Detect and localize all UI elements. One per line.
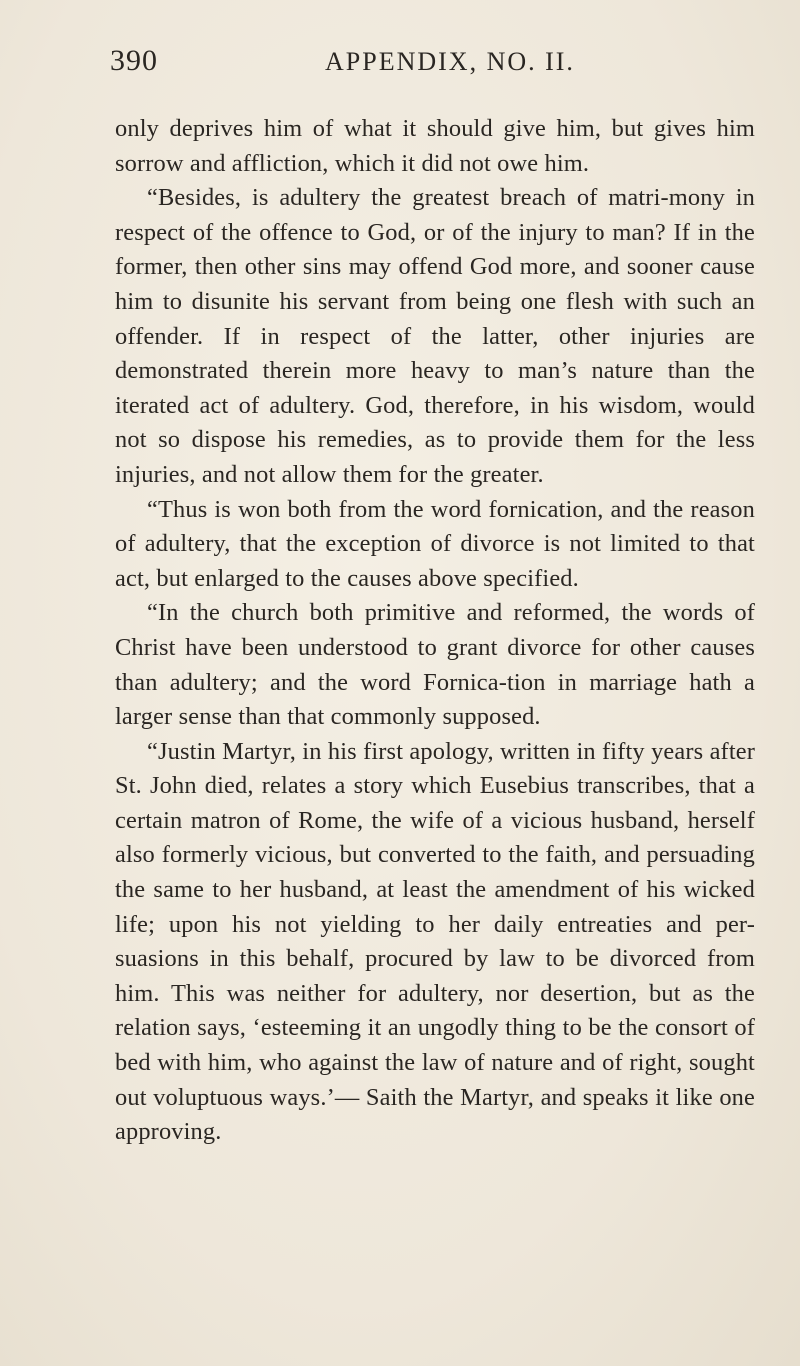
paragraph-adultery-breach: “Besides, is adultery the greatest breach of matri-mony in respect of the offence to God, or of the injury to man? If in the former, then other sins may offend God more, and sooner cause him to disunite his servant from being one flesh with such an offender. If in respect of the latter, other injuries are demonstrated therein more heavy to man’s nature than the iterated act of adultery. God, therefore, in his wisdom, would not so dispose his remedies, as to provide them for the less injuries, and not allow them for the greater. — [115, 184, 755, 488]
paragraph-fornication-reason: “Thus is won both from the word fornication, and the reason of adultery, that the exception of divorce is not limited to that act, but enlarged to the causes above specified. — [115, 495, 755, 592]
paragraph-continuation: only deprives him of what it should give him, but gives him sorrow and affliction, which it did not owe him. — [115, 115, 755, 177]
body-text — [115, 112, 755, 1150]
page-number: 390 — [110, 44, 158, 77]
paragraph-church-tradition: “In the church both primitive and reformed, the words of Christ have been understood to grant divorce for other causes than adultery; and the word Fornica-tion in marriage hath a larger sense than that commonly supposed. — [115, 599, 755, 731]
running-head: APPENDIX, NO. II. — [325, 47, 575, 76]
paragraph-justin-martyr: “Justin Martyr, in his first apology, written in fifty years after St. John died, relates a story which Eusebius transcribes, that a certain matron of Rome, the wife of a vicious husband, herself also formerly vicious, but converted to the faith, and persuading the same to her husband, at least the amendment of his wicked life; upon his not yielding to her daily entreaties and per-suasions in this behalf, procured by law to be divorced from him. This was neither for adultery, nor desertion, but as the relation says, ‘esteeming it an ungodly thing to be the consort of bed with him, who against the law of nature and of right, sought out voluptuous ways.’— Saith the Martyr, and speaks it like one approving. — [115, 737, 755, 1146]
page-header — [110, 44, 750, 84]
